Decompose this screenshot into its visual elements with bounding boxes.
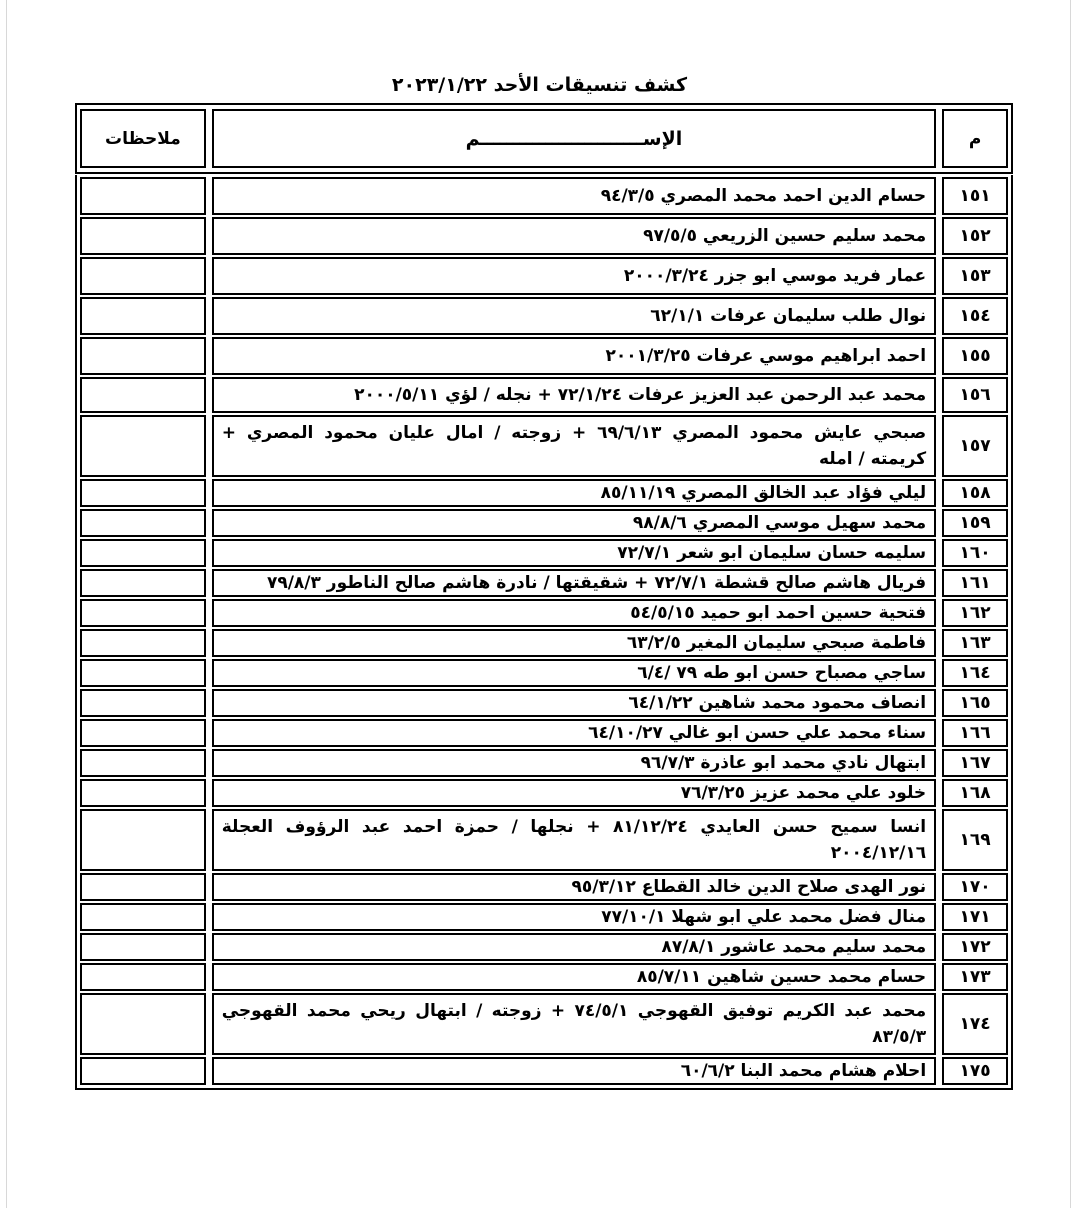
row-name: منال فضل محمد علي ابو شهلا ٧٧/١٠/١	[212, 903, 936, 931]
row-notes	[80, 539, 206, 567]
row-notes	[80, 993, 206, 1055]
table-row	[77, 175, 1011, 215]
row-name: انصاف محمود محمد شاهين ٦٤/١/٢٢	[212, 689, 936, 717]
row-name: انسا سميح حسن العايدي ٨١/١٢/٢٤ + نجلها / حمزة احمد عبد الرؤوف العجلة ٢٠٠٤/١٢/١٦	[212, 809, 936, 871]
row-name: عمار فريد موسي ابو جزر ٢٠٠٠/٣/٢٤	[212, 257, 936, 295]
table-row	[77, 657, 1011, 687]
table-row	[77, 567, 1011, 597]
row-number: ١٥٤	[942, 297, 1008, 335]
table-header	[75, 103, 1013, 174]
row-name: ابتهال نادي محمد ابو عاذرة ٩٦/٧/٣	[212, 749, 936, 777]
row-number: ١٥٧	[942, 415, 1008, 477]
row-name: محمد سهيل موسي المصري ٩٨/٨/٦	[212, 509, 936, 537]
row-notes	[80, 629, 206, 657]
row-notes	[80, 749, 206, 777]
table-row	[77, 931, 1011, 961]
table-row	[77, 871, 1011, 901]
row-number: ١٥٥	[942, 337, 1008, 375]
table-row	[77, 901, 1011, 931]
row-notes	[80, 509, 206, 537]
row-name: محمد سليم محمد عاشور ٨٧/٨/١	[212, 933, 936, 961]
row-name: محمد عبد الرحمن عبد العزيز عرفات ٧٢/١/٢٤ + نجله / لؤي ٢٠٠٠/٥/١١	[212, 377, 936, 413]
row-number: ١٦٢	[942, 599, 1008, 627]
row-notes	[80, 779, 206, 807]
row-number: ١٥٢	[942, 217, 1008, 255]
table-row	[77, 627, 1011, 657]
row-number: ١٧٢	[942, 933, 1008, 961]
row-name: احمد ابراهيم موسي عرفات ٢٠٠١/٣/٢٥	[212, 337, 936, 375]
row-number: ١٧٠	[942, 873, 1008, 901]
row-name: ليلي فؤاد عبد الخالق المصري ٨٥/١١/١٩	[212, 479, 936, 507]
row-name: فريال هاشم صالح قشطة ٧٢/٧/١ + شقيقتها / نادرة هاشم صالح الناطور ٧٩/٨/٣	[212, 569, 936, 597]
table-row	[77, 255, 1011, 295]
table-row	[77, 597, 1011, 627]
row-number: ١٥٨	[942, 479, 1008, 507]
row-number: ١٧٤	[942, 993, 1008, 1055]
row-name: ساجي مصباح حسن ابو طه ٧٩ /٦/٤	[212, 659, 936, 687]
table-row	[77, 413, 1011, 477]
row-number: ١٦١	[942, 569, 1008, 597]
row-notes	[80, 415, 206, 477]
row-number: ١٦٩	[942, 809, 1008, 871]
row-notes	[80, 599, 206, 627]
row-number: ١٧٥	[942, 1057, 1008, 1085]
row-number: ١٦٥	[942, 689, 1008, 717]
header-number: م	[942, 109, 1008, 168]
row-notes	[80, 659, 206, 687]
row-notes	[80, 933, 206, 961]
header-name: الإســـــــــــــــــــــــــم	[212, 109, 936, 168]
row-name: صبحي عايش محمود المصري ٦٩/٦/١٣ + زوجته / امال عليان محمود المصري + كريمته / امله	[212, 415, 936, 477]
row-number: ١٥٦	[942, 377, 1008, 413]
row-notes	[80, 377, 206, 413]
row-notes	[80, 903, 206, 931]
row-name: نور الهدى صلاح الدين خالد القطاع ٩٥/٣/١٢	[212, 873, 936, 901]
row-notes	[80, 1057, 206, 1085]
row-notes	[80, 569, 206, 597]
row-notes	[80, 177, 206, 215]
row-number: ١٥١	[942, 177, 1008, 215]
row-name: محمد سليم حسين الزريعي ٩٧/٥/٥	[212, 217, 936, 255]
table-row	[77, 1055, 1011, 1085]
row-notes	[80, 479, 206, 507]
row-name: نوال طلب سليمان عرفات ٦٢/١/١	[212, 297, 936, 335]
row-notes	[80, 217, 206, 255]
table-row	[77, 477, 1011, 507]
table-row	[77, 777, 1011, 807]
row-number: ١٦٠	[942, 539, 1008, 567]
row-notes	[80, 337, 206, 375]
row-notes	[80, 689, 206, 717]
row-name: فتحية حسين احمد ابو حميد ٥٤/٥/١٥	[212, 599, 936, 627]
table-row	[77, 747, 1011, 777]
row-notes	[80, 873, 206, 901]
row-number: ١٥٩	[942, 509, 1008, 537]
row-notes	[80, 297, 206, 335]
row-name: حسام محمد حسين شاهين ٨٥/٧/١١	[212, 963, 936, 991]
row-number: ١٧٣	[942, 963, 1008, 991]
row-notes	[80, 719, 206, 747]
table-row	[77, 717, 1011, 747]
row-name: حسام الدين احمد محمد المصري ٩٤/٣/٥	[212, 177, 936, 215]
table-row	[77, 961, 1011, 991]
header-notes: ملاحظات	[80, 109, 206, 168]
row-number: ١٦٣	[942, 629, 1008, 657]
table-row	[77, 335, 1011, 375]
names-table	[75, 175, 1013, 1090]
row-number: ١٥٣	[942, 257, 1008, 295]
row-name: سناء محمد علي حسن ابو غالي ٦٤/١٠/٢٧	[212, 719, 936, 747]
row-name: خلود علي محمد عزيز ٧٦/٣/٢٥	[212, 779, 936, 807]
row-number: ١٧١	[942, 903, 1008, 931]
row-number: ١٦٧	[942, 749, 1008, 777]
table-row	[77, 687, 1011, 717]
table-row	[77, 537, 1011, 567]
row-number: ١٦٨	[942, 779, 1008, 807]
table-row	[77, 507, 1011, 537]
document-title: كشف تنسيقات الأحد ٢٠٢٣/١/٢٢	[391, 74, 688, 96]
row-notes	[80, 257, 206, 295]
row-notes	[80, 809, 206, 871]
row-name: سليمه حسان سليمان ابو شعر ٧٢/٧/١	[212, 539, 936, 567]
table-row	[77, 215, 1011, 255]
row-notes	[80, 963, 206, 991]
table-row	[77, 991, 1011, 1055]
row-number: ١٦٦	[942, 719, 1008, 747]
row-number: ١٦٤	[942, 659, 1008, 687]
table-row	[77, 807, 1011, 871]
row-name: احلام هشام محمد البنا ٦٠/٦/٢	[212, 1057, 936, 1085]
row-name: فاطمة صبحي سليمان المغير ٦٣/٢/٥	[212, 629, 936, 657]
table-row	[77, 375, 1011, 413]
row-name: محمد عبد الكريم توفيق القهوجي ٧٤/٥/١ + زوجته / ابتهال ريحي محمد القهوجي ٨٣/٥/٣	[212, 993, 936, 1055]
table-row	[77, 295, 1011, 335]
